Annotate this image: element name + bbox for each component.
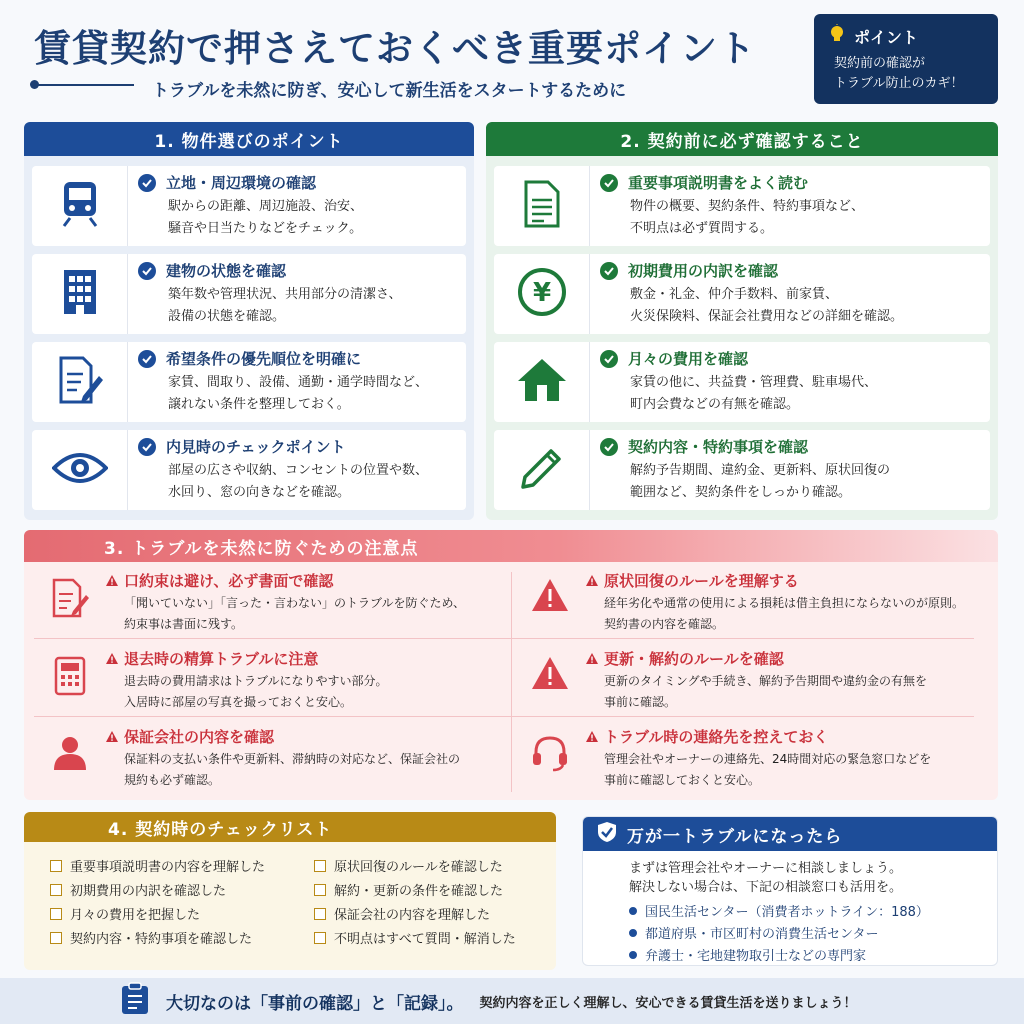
card-desc: 範囲など、契約条件をしっかり確認。	[630, 485, 852, 500]
check-icon	[600, 350, 618, 368]
card-desc: 家賃の他に、共益費・管理費、駐車場代、	[630, 375, 878, 390]
house-icon	[516, 357, 568, 407]
check-icon	[138, 438, 156, 456]
section-trouble-prevention	[24, 530, 998, 800]
warning-title: 原状回復のルールを理解する	[604, 572, 799, 590]
warning-item	[514, 722, 994, 791]
section-checklist	[24, 812, 556, 970]
checklist-item[interactable]	[50, 880, 226, 899]
warning-small-icon	[586, 728, 598, 746]
checklist-label: 月々の費用を把握した	[70, 908, 201, 923]
warning-small-icon	[586, 572, 598, 590]
checklist-item[interactable]	[314, 928, 516, 947]
warning-item	[34, 644, 504, 713]
point-label: ポイント	[854, 27, 919, 47]
checkbox[interactable]	[314, 908, 326, 920]
contact-item	[629, 945, 866, 964]
card-desc: 駅からの距離、周辺施設、治安、	[168, 199, 364, 214]
point-callout	[814, 14, 998, 104]
warning-title: 口約束は避け、必ず書面で確認	[124, 572, 334, 590]
card-title: 初期費用の内訳を確認	[628, 262, 779, 280]
page-title: 賃貸契約で押さえておくべき重要ポイント	[34, 27, 756, 70]
warning-item	[34, 566, 504, 635]
check-icon	[138, 350, 156, 368]
checklist-item[interactable]	[50, 904, 200, 923]
shield-icon	[597, 821, 617, 848]
warning-small-icon	[106, 572, 118, 590]
card-building	[32, 254, 466, 334]
card-title: 重要事項説明書をよく読む	[628, 174, 809, 192]
section-if-trouble	[582, 816, 998, 966]
check-icon	[138, 262, 156, 280]
card-desc: 水回り、窓の向きなどを確認。	[168, 485, 351, 500]
check-icon	[600, 262, 618, 280]
page-subtitle: トラブルを未然に防ぎ、安心して新生活をスタートするために	[152, 81, 627, 101]
calculator-icon	[54, 656, 86, 713]
checklist-label: 解約・更新の条件を確認した	[334, 884, 504, 899]
card-desc: 敷金・礼金、仲介手数料、前家賃、	[630, 287, 839, 302]
bullet-dot	[629, 951, 637, 959]
intro-line: 解決しない場合は、下記の相談窓口も活用を。	[629, 880, 903, 895]
bullet-dot	[629, 929, 637, 937]
card-desc: 家賃、間取り、設備、通勤・通学時間など、	[168, 375, 429, 390]
intro-line: まずは管理会社やオーナーに相談しましょう。	[629, 861, 903, 876]
checklist-label: 初期費用の内訳を確認した	[70, 884, 227, 899]
section5-intro	[629, 859, 902, 897]
card-desc: 物件の概要、契約条件、特約事項など、	[630, 199, 865, 214]
building-icon	[60, 268, 100, 320]
card-priorities	[32, 342, 466, 422]
checklist-label: 重要事項説明書の内容を理解した	[70, 860, 266, 875]
divider	[34, 638, 974, 639]
checkbox[interactable]	[50, 860, 62, 872]
card-explanation-doc	[494, 166, 990, 246]
card-desc: 騒音や日当たりなどをチェック。	[168, 221, 363, 236]
card-desc: 不明点は必ず質問する。	[630, 221, 774, 236]
warning-desc: 経年劣化や通常の使用による損耗は借主負担にならないのが原則。	[604, 596, 965, 610]
checklist-item[interactable]	[50, 928, 252, 947]
document-icon	[522, 180, 562, 232]
card-desc: 築年数や管理状況、共用部分の清潔さ、	[168, 287, 402, 302]
checkbox[interactable]	[50, 932, 62, 944]
check-icon	[600, 174, 618, 192]
warning-desc: 約束事は書面に残す。	[124, 617, 244, 631]
person-icon	[52, 734, 88, 791]
warning-title: トラブル時の連絡先を控えておく	[604, 728, 829, 746]
warning-desc: 保証料の支払い条件や更新料、滞納時の対応など、保証会社の	[124, 752, 461, 766]
checklist-item[interactable]	[50, 856, 265, 875]
checklist-item[interactable]	[314, 880, 503, 899]
card-desc: 部屋の広さや収納、コンセントの位置や数、	[168, 463, 429, 478]
card-monthly-cost	[494, 342, 990, 422]
checkbox[interactable]	[314, 884, 326, 896]
contact-item	[629, 901, 929, 920]
section4-title: 4. 契約時のチェックリスト	[24, 812, 556, 842]
section-pre-contract	[486, 122, 998, 520]
warning-desc: 入居時に部屋の写真を撮っておくと安心。	[124, 695, 353, 709]
card-desc: 火災保険料、保証会社費用などの詳細を確認。	[630, 309, 904, 324]
card-title: 月々の費用を確認	[628, 350, 749, 368]
card-desc: 設備の状態を確認。	[168, 309, 286, 324]
card-title: 希望条件の優先順位を明確に	[166, 350, 362, 368]
contact-label: 都道府県・市区町村の消費生活センター	[645, 927, 879, 942]
warning-desc: 管理会社やオーナーの連絡先、24時間対応の緊急窓口などを	[604, 752, 932, 766]
divider	[34, 716, 974, 717]
contact-label: 弁護士・宅地建物取引士などの専門家	[645, 949, 867, 964]
footer-main: 大切なのは「事前の確認」と「記録」。	[166, 993, 464, 1014]
checklist-item[interactable]	[314, 904, 490, 923]
checkbox[interactable]	[50, 884, 62, 896]
card-initial-cost	[494, 254, 990, 334]
card-desc: 町内会費などの有無を確認。	[630, 397, 800, 412]
warning-desc: 契約書の内容を確認。	[604, 617, 725, 631]
card-title: 建物の状態を確認	[166, 262, 287, 280]
card-title: 立地・周辺環境の確認	[166, 174, 317, 192]
contact-label: 国民生活センター（消費者ホットライン：188）	[645, 905, 929, 920]
warning-desc: 「聞いていない」「言った・言わない」のトラブルを防ぐため、	[124, 596, 466, 610]
warning-title: 更新・解約のルールを確認	[604, 650, 784, 668]
lightbulb-icon	[828, 24, 846, 48]
point-text-line2: トラブル防止のカギ！	[834, 76, 964, 91]
section3-title: 3. トラブルを未然に防ぐための注意点	[24, 530, 998, 562]
warning-desc: 事前に確認。	[604, 695, 677, 709]
card-location	[32, 166, 466, 246]
checklist-label: 原状回復のルールを確認した	[334, 860, 503, 875]
warning-desc: 更新のタイミングや手続き、解約予告期間や違約金の有無を	[604, 674, 928, 688]
document-pen-icon	[51, 578, 89, 635]
svg-text:¥: ¥	[532, 278, 551, 308]
checkbox[interactable]	[314, 860, 326, 872]
warning-item	[514, 644, 994, 713]
divider	[511, 572, 512, 792]
point-text-line1: 契約前の確認が	[834, 56, 926, 71]
card-contract-terms	[494, 430, 990, 510]
checklist-label: 保証会社の内容を理解した	[334, 908, 491, 923]
warning-icon	[531, 656, 569, 713]
subtitle-line	[34, 84, 134, 86]
section2-title: 2. 契約前に必ず確認すること	[486, 122, 998, 156]
document-pen-icon	[57, 356, 103, 408]
card-desc: 譲れない条件を整理しておく。	[168, 397, 350, 412]
checklist-label: 契約内容・特約事項を確認した	[70, 932, 253, 947]
warning-desc: 規約も必ず確認。	[124, 773, 221, 787]
card-title: 内見時のチェックポイント	[166, 438, 346, 456]
section5-header	[583, 817, 997, 851]
check-icon	[600, 438, 618, 456]
warning-icon	[531, 578, 569, 635]
bullet-dot	[629, 907, 637, 915]
warning-item	[34, 722, 504, 791]
warning-desc: 事前に確認しておくと安心。	[604, 773, 761, 787]
warning-desc: 退去時の費用請求はトラブルになりやすい部分。	[124, 674, 388, 688]
yen-icon	[517, 267, 567, 321]
section-property-selection	[24, 122, 474, 520]
footer-sub: 契約内容を正しく理解し、安心できる賃貸生活を送りましょう！	[479, 995, 857, 1011]
warning-small-icon	[586, 650, 598, 668]
checklist-item[interactable]	[314, 856, 503, 875]
eye-icon	[52, 450, 108, 490]
check-icon	[138, 174, 156, 192]
warning-item	[514, 566, 994, 635]
section5-title: 万が一トラブルになったら	[627, 826, 843, 847]
card-title: 契約内容・特約事項を確認	[628, 438, 809, 456]
clipboard-icon	[120, 982, 150, 1020]
card-viewing	[32, 430, 466, 510]
train-icon	[58, 180, 102, 232]
footer-banner	[0, 978, 1024, 1024]
warning-title: 保証会社の内容を確認	[124, 728, 275, 746]
warning-title: 退去時の精算トラブルに注意	[124, 650, 319, 668]
warning-small-icon	[106, 650, 118, 668]
checklist-label: 不明点はすべて質問・解消した	[334, 932, 516, 947]
pencil-icon	[519, 445, 565, 495]
section1-title: 1. 物件選びのポイント	[24, 122, 474, 156]
warning-small-icon	[106, 728, 118, 746]
card-desc: 解約予告期間、違約金、更新料、原状回復の	[630, 463, 891, 478]
headset-icon	[531, 734, 569, 791]
contact-item	[629, 923, 878, 942]
checkbox[interactable]	[50, 908, 62, 920]
checkbox[interactable]	[314, 932, 326, 944]
